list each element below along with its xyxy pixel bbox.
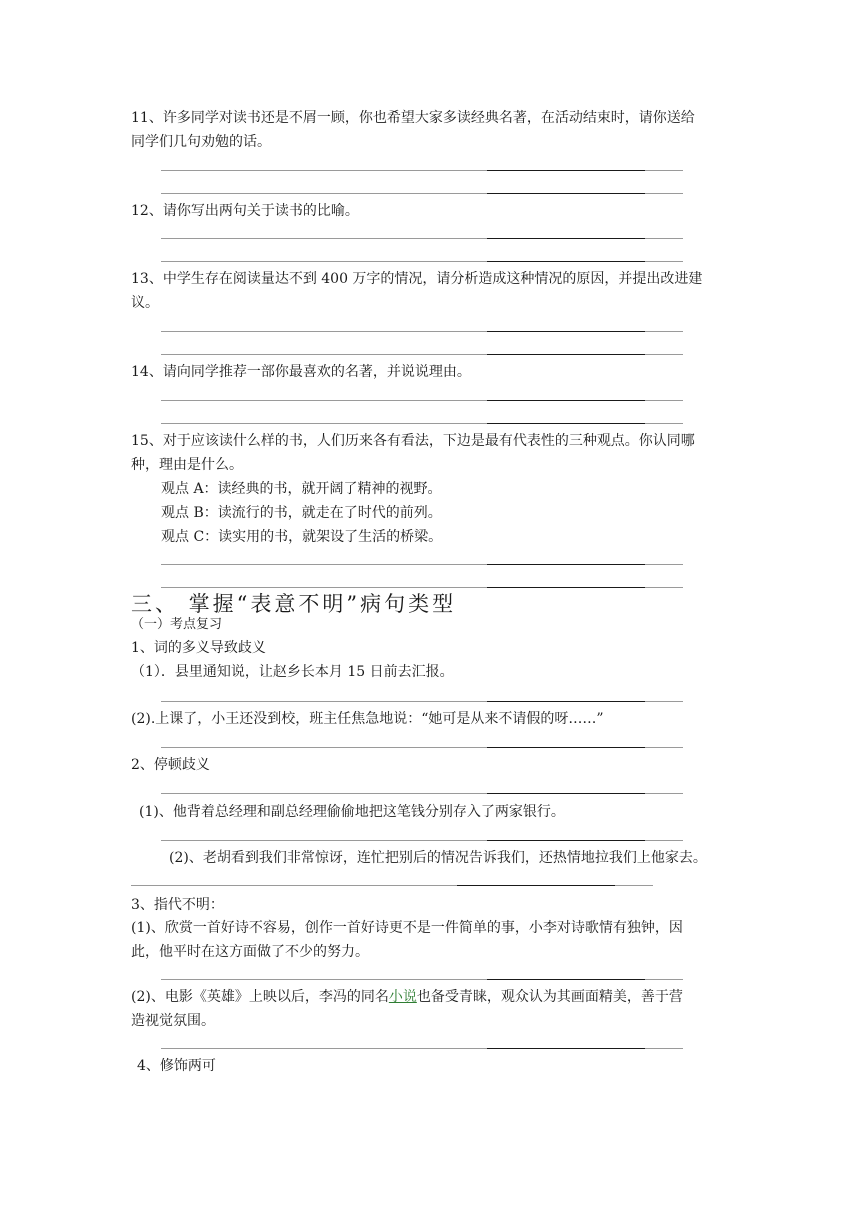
q13-text-line1: 13、中学生存在阅读量达不到 400 万字的情况，请分析造成这种情况的原因，并提出改进建	[131, 271, 703, 287]
item3-sentence1-line1: (1)、欣赏一首好诗不容易，创作一首好诗更不是一件简单的事，小李对诗歌情有独钟，因	[131, 920, 683, 936]
answer-line[interactable]	[161, 400, 683, 401]
item3-sentence2-line2: 造视觉氛围。	[131, 1013, 215, 1029]
item2-sentence1: (1)、他背着总经理和副总经理偷偷地把这笔钱分别存入了两家银行。	[139, 804, 565, 820]
section-heading: 三、 掌握“表意不明”病句类型	[131, 592, 457, 616]
item2-title: 2、停顿歧义	[131, 757, 210, 773]
answer-line[interactable]	[131, 885, 653, 886]
q12-text: 12、请你写出两句关于读书的比喻。	[131, 203, 359, 219]
answer-line[interactable]	[161, 331, 683, 332]
q15-text-line1: 15、对于应该读什么样的书，人们历来各有看法，下边是最有代表性的三种观点。你认同哪	[131, 433, 695, 449]
q13-text-line2: 议。	[131, 295, 159, 311]
item1-sentence1: （1）．县里通知说，让赵乡长本月 15 日前去汇报。	[131, 664, 454, 680]
item1-sentence2: (2).上课了，小王还没到校，班主任焦急地说：“她可是从来不请假的呀……”	[131, 711, 604, 727]
novel-link[interactable]: 小说	[388, 989, 417, 1005]
answer-line[interactable]	[161, 193, 683, 194]
q11-text-line1: 11、许多同学对读书还是不屑一顾，你也希望大家多读经典名著，在活动结束时，请你送给	[131, 110, 695, 126]
q14-text: 14、请向同学推荐一部你最喜欢的名著，并说说理由。	[131, 364, 471, 380]
item3-sentence2-line1	[131, 987, 683, 1007]
answer-line[interactable]	[161, 979, 683, 980]
item3-sentence2-pre: (2)、电影《英雄》上映以后，李冯的同名	[131, 989, 389, 1005]
answer-line[interactable]	[161, 423, 683, 424]
item2-sentence2: (2)、老胡看到我们非常惊讶，连忙把别后的情况告诉我们，还热情地拉我们上他家去。	[169, 850, 707, 866]
item1-title: 1、词的多义导致歧义	[131, 640, 266, 656]
answer-line[interactable]	[161, 170, 683, 171]
answer-line[interactable]	[161, 587, 683, 588]
answer-line[interactable]	[161, 261, 683, 262]
item3-sentence2-post: 也备受青睐，观众认为其画面精美，善于营	[416, 989, 683, 1005]
q15-view-a: 观点 A：读经典的书，就开阔了精神的视野。	[161, 481, 442, 497]
q15-text-line2: 种，理由是什么。	[131, 457, 243, 473]
q11-text-line2: 同学们几句劝勉的话。	[131, 134, 271, 150]
answer-line[interactable]	[161, 747, 683, 748]
item4-title: 4、修饰两可	[137, 1058, 216, 1074]
answer-line[interactable]	[161, 238, 683, 239]
q15-view-b: 观点 B：读流行的书，就走在了时代的前列。	[161, 505, 442, 521]
section-subheading: （一）考点复习	[131, 617, 223, 632]
answer-line[interactable]	[161, 564, 683, 565]
answer-line[interactable]	[161, 793, 683, 794]
answer-line[interactable]	[161, 1048, 683, 1049]
q15-view-c: 观点 C：读实用的书，就架设了生活的桥梁。	[161, 529, 443, 545]
answer-line[interactable]	[161, 354, 683, 355]
answer-line[interactable]	[161, 701, 683, 702]
answer-line[interactable]	[161, 840, 683, 841]
item3-sentence1-line2: 此，他平时在这方面做了不少的努力。	[131, 944, 369, 960]
item3-title: 3、指代不明：	[131, 897, 224, 913]
